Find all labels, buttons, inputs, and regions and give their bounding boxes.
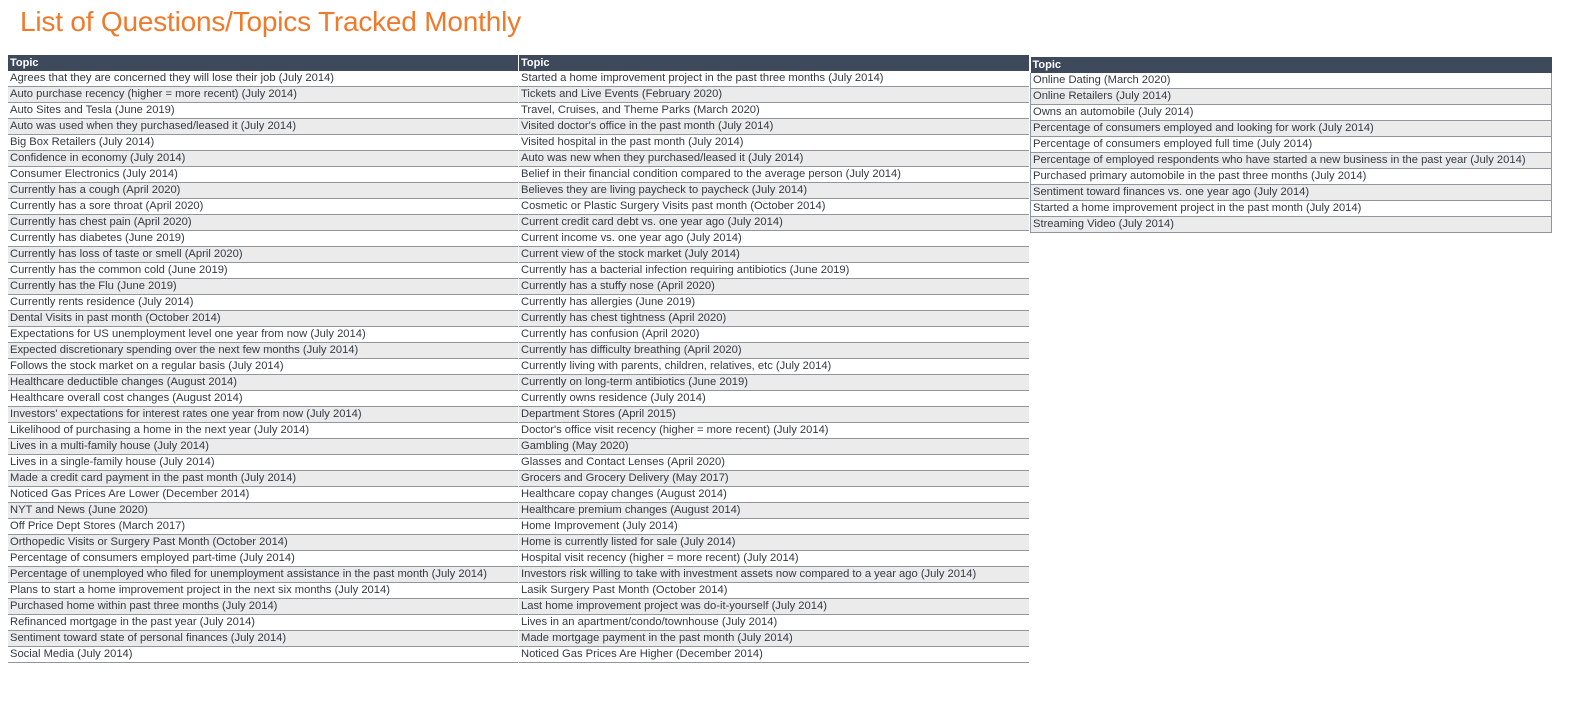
topic-cell: Confidence in economy (July 2014)	[8, 151, 518, 167]
table-row	[8, 279, 518, 295]
table-row	[519, 359, 1029, 375]
topic-cell: Owns an automobile (July 2014)	[1031, 105, 1552, 121]
topic-cell: Refinanced mortgage in the past year (July 2014)	[8, 615, 518, 631]
topic-table-3	[1030, 57, 1552, 233]
table-row	[519, 103, 1029, 119]
table-row	[8, 407, 518, 423]
topic-cell: Investors risk willing to take with investment assets now compared to a year ago (July 2014)	[519, 567, 1029, 583]
table-row	[519, 119, 1029, 135]
topic-cell: Purchased home within past three months (July 2014)	[8, 599, 518, 615]
table-row	[519, 247, 1029, 263]
table-row	[519, 71, 1029, 87]
table-row	[1031, 105, 1552, 121]
table-row	[519, 327, 1029, 343]
table-row	[519, 407, 1029, 423]
topic-cell: Percentage of consumers employed and looking for work (July 2014)	[1031, 121, 1552, 137]
table-row	[1031, 153, 1552, 169]
topic-cell: Follows the stock market on a regular basis (July 2014)	[8, 359, 518, 375]
topic-cell: Percentage of unemployed who filed for unemployment assistance in the past month (July 2014)	[8, 567, 518, 583]
table-row	[519, 279, 1029, 295]
table-row	[519, 551, 1029, 567]
topic-cell: Auto was new when they purchased/leased it (July 2014)	[519, 151, 1029, 167]
topic-cell: Currently has chest pain (April 2020)	[8, 215, 518, 231]
column-header: Topic	[8, 55, 518, 71]
table-row	[8, 503, 518, 519]
topic-cell: Purchased primary automobile in the past three months (July 2014)	[1031, 169, 1552, 185]
table-row	[8, 167, 518, 183]
table-row	[8, 215, 518, 231]
table-row	[519, 215, 1029, 231]
table-row	[519, 311, 1029, 327]
topic-cell: Glasses and Contact Lenses (April 2020)	[519, 455, 1029, 471]
topic-cell: Home is currently listed for sale (July 2014)	[519, 535, 1029, 551]
table-row	[519, 535, 1029, 551]
topic-cell: Investors' expectations for interest rates one year from now (July 2014)	[8, 407, 518, 423]
topic-cell: Big Box Retailers (July 2014)	[8, 135, 518, 151]
topic-cell: Expected discretionary spending over the next few months (July 2014)	[8, 343, 518, 359]
table-row	[8, 359, 518, 375]
topic-cell: Tickets and Live Events (February 2020)	[519, 87, 1029, 103]
topic-cell: Sentiment toward finances vs. one year ago (July 2014)	[1031, 185, 1552, 201]
page-title: List of Questions/Topics Tracked Monthly	[20, 6, 521, 37]
topic-cell: Percentage of consumers employed part-time (July 2014)	[8, 551, 518, 567]
column-header: Topic	[519, 55, 1029, 71]
topic-cell: Currently has difficulty breathing (April 2020)	[519, 343, 1029, 359]
table-row	[1031, 201, 1552, 217]
table-row	[8, 71, 518, 87]
topic-cell: Healthcare deductible changes (August 2014)	[8, 375, 518, 391]
table-row	[8, 119, 518, 135]
topic-cell: Healthcare copay changes (August 2014)	[519, 487, 1029, 503]
table-row	[8, 231, 518, 247]
topic-cell: Currently has a sore throat (April 2020)	[8, 199, 518, 215]
table-row	[8, 647, 518, 663]
topic-cell: Travel, Cruises, and Theme Parks (March 2020)	[519, 103, 1029, 119]
table-row	[8, 391, 518, 407]
topic-cell: Online Dating (March 2020)	[1031, 73, 1552, 89]
table-row	[519, 183, 1029, 199]
table-row	[1031, 121, 1552, 137]
table-row	[519, 647, 1029, 663]
table-row	[8, 535, 518, 551]
topic-cell: Currently has loss of taste or smell (April 2020)	[8, 247, 518, 263]
topic-cell: Healthcare premium changes (August 2014)	[519, 503, 1029, 519]
table-row	[519, 519, 1029, 535]
table-row	[8, 343, 518, 359]
topic-cell: Online Retailers (July 2014)	[1031, 89, 1552, 105]
topic-cell: Lives in an apartment/condo/townhouse (July 2014)	[519, 615, 1029, 631]
table-row	[1031, 137, 1552, 153]
column-header: Topic	[1031, 57, 1552, 73]
table-row	[8, 567, 518, 583]
topic-cell: Visited hospital in the past month (July 2014)	[519, 135, 1029, 151]
table-row	[519, 391, 1029, 407]
topic-cell: Lives in a single-family house (July 2014)	[8, 455, 518, 471]
topic-cell: Department Stores (April 2015)	[519, 407, 1029, 423]
topic-cell: Auto purchase recency (higher = more recent) (July 2014)	[8, 87, 518, 103]
table-row	[1031, 217, 1552, 233]
topic-cell: Last home improvement project was do-it-yourself (July 2014)	[519, 599, 1029, 615]
table-row	[8, 199, 518, 215]
topic-cell: Doctor's office visit recency (higher = more recent) (July 2014)	[519, 423, 1029, 439]
table-row	[519, 471, 1029, 487]
table-row	[8, 135, 518, 151]
table-row	[8, 311, 518, 327]
table-row	[8, 519, 518, 535]
table-row	[519, 199, 1029, 215]
topic-cell: Lives in a multi-family house (July 2014)	[8, 439, 518, 455]
topic-cell: Healthcare overall cost changes (August 2014)	[8, 391, 518, 407]
table-row	[519, 87, 1029, 103]
topic-cell: Percentage of consumers employed full time (July 2014)	[1031, 137, 1552, 153]
table-row	[519, 375, 1029, 391]
topic-cell: Currently has a stuffy nose (April 2020)	[519, 279, 1029, 295]
topic-cell: Made mortgage payment in the past month (July 2014)	[519, 631, 1029, 647]
topic-cell: Plans to start a home improvement project in the next six months (July 2014)	[8, 583, 518, 599]
topic-cell: Sentiment toward state of personal finances (July 2014)	[8, 631, 518, 647]
table-row	[519, 455, 1029, 471]
topic-cell: Off Price Dept Stores (March 2017)	[8, 519, 518, 535]
topic-cell: Cosmetic or Plastic Surgery Visits past month (October 2014)	[519, 199, 1029, 215]
table-row	[8, 471, 518, 487]
table-row	[8, 247, 518, 263]
table-row	[519, 231, 1029, 247]
topic-cell: Currently has the Flu (June 2019)	[8, 279, 518, 295]
topic-cell: Currently owns residence (July 2014)	[519, 391, 1029, 407]
table-row	[8, 583, 518, 599]
topic-cell: Currently has a cough (April 2020)	[8, 183, 518, 199]
topic-cell: Expectations for US unemployment level one year from now (July 2014)	[8, 327, 518, 343]
topic-cell: Social Media (July 2014)	[8, 647, 518, 663]
table-row	[8, 423, 518, 439]
table-row	[1031, 185, 1552, 201]
table-row	[519, 423, 1029, 439]
topic-cell: Home Improvement (July 2014)	[519, 519, 1029, 535]
topic-cell: Started a home improvement project in the past month (July 2014)	[1031, 201, 1552, 217]
topic-cell: Currently has the common cold (June 2019)	[8, 263, 518, 279]
topic-cell: Currently has allergies (June 2019)	[519, 295, 1029, 311]
topic-cell: Noticed Gas Prices Are Higher (December 2014)	[519, 647, 1029, 663]
table-row	[519, 599, 1029, 615]
table-row	[8, 327, 518, 343]
topic-cell: Currently rents residence (July 2014)	[8, 295, 518, 311]
topic-cell: Consumer Electronics (July 2014)	[8, 167, 518, 183]
table-row	[8, 455, 518, 471]
topic-cell: Current income vs. one year ago (July 2014)	[519, 231, 1029, 247]
topic-cell: Dental Visits in past month (October 2014)	[8, 311, 518, 327]
topic-cell: Gambling (May 2020)	[519, 439, 1029, 455]
topic-cell: Current view of the stock market (July 2014)	[519, 247, 1029, 263]
topic-cell: Started a home improvement project in the past three months (July 2014)	[519, 71, 1029, 87]
table-row	[8, 295, 518, 311]
table-row	[8, 103, 518, 119]
topic-cell: Auto was used when they purchased/leased it (July 2014)	[8, 119, 518, 135]
table-row	[1031, 89, 1552, 105]
table-row	[519, 167, 1029, 183]
table-row	[519, 343, 1029, 359]
table-row	[8, 263, 518, 279]
topic-cell: Current credit card debt vs. one year ago (July 2014)	[519, 215, 1029, 231]
topic-cell: Currently has diabetes (June 2019)	[8, 231, 518, 247]
topic-cell: Belief in their financial condition compared to the average person (July 2014)	[519, 167, 1029, 183]
table-row	[519, 439, 1029, 455]
topic-cell: Streaming Video (July 2014)	[1031, 217, 1552, 233]
topic-cell: Likelihood of purchasing a home in the next year (July 2014)	[8, 423, 518, 439]
table-row	[8, 631, 518, 647]
table-row	[1031, 73, 1552, 89]
topic-table-1	[8, 55, 518, 663]
table-row	[1031, 169, 1552, 185]
table-row	[8, 439, 518, 455]
topic-cell: Auto Sites and Tesla (June 2019)	[8, 103, 518, 119]
table-row	[8, 183, 518, 199]
table-row	[519, 295, 1029, 311]
topic-cell: Currently living with parents, children, relatives, etc (July 2014)	[519, 359, 1029, 375]
table-row	[8, 487, 518, 503]
table-row	[8, 87, 518, 103]
table-row	[8, 151, 518, 167]
table-row	[8, 375, 518, 391]
topic-cell: Agrees that they are concerned they will lose their job (July 2014)	[8, 71, 518, 87]
topic-cell: Currently has confusion (April 2020)	[519, 327, 1029, 343]
table-row	[8, 599, 518, 615]
table-row	[519, 487, 1029, 503]
table-row	[519, 615, 1029, 631]
topic-cell: Made a credit card payment in the past month (July 2014)	[8, 471, 518, 487]
topic-cell: Believes they are living paycheck to paycheck (July 2014)	[519, 183, 1029, 199]
topic-cell: Currently has a bacterial infection requiring antibiotics (June 2019)	[519, 263, 1029, 279]
topic-cell: Orthopedic Visits or Surgery Past Month (October 2014)	[8, 535, 518, 551]
table-row	[519, 503, 1029, 519]
topic-cell: Grocers and Grocery Delivery (May 2017)	[519, 471, 1029, 487]
topic-cell: Lasik Surgery Past Month (October 2014)	[519, 583, 1029, 599]
topic-cell: Currently on long-term antibiotics (June 2019)	[519, 375, 1029, 391]
topic-cell: Noticed Gas Prices Are Lower (December 2014)	[8, 487, 518, 503]
topic-cell: NYT and News (June 2020)	[8, 503, 518, 519]
topic-cell: Visited doctor's office in the past month (July 2014)	[519, 119, 1029, 135]
topic-cell: Currently has chest tightness (April 2020)	[519, 311, 1029, 327]
table-row	[8, 551, 518, 567]
topic-table-2	[519, 55, 1029, 663]
table-row	[519, 583, 1029, 599]
table-row	[519, 631, 1029, 647]
table-row	[519, 567, 1029, 583]
table-row	[519, 263, 1029, 279]
table-row	[519, 135, 1029, 151]
topic-cell: Hospital visit recency (higher = more recent) (July 2014)	[519, 551, 1029, 567]
table-row	[519, 151, 1029, 167]
topic-cell: Percentage of employed respondents who have started a new business in the past year (July 2014)	[1031, 153, 1552, 169]
table-row	[8, 615, 518, 631]
